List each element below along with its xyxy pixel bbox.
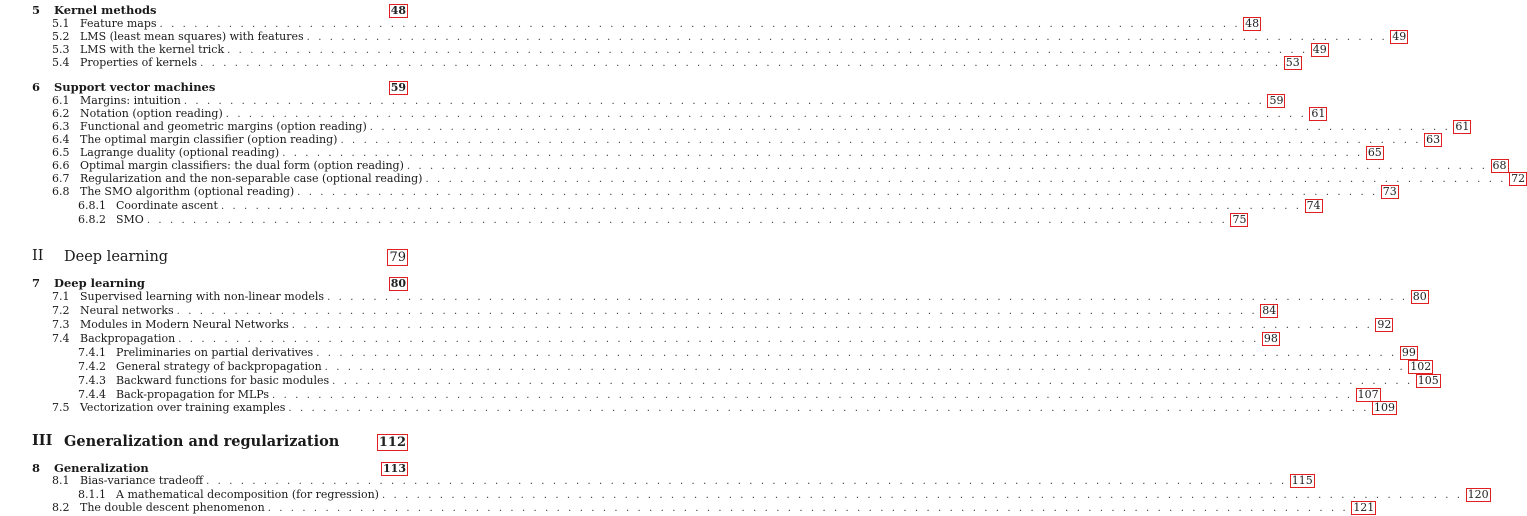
section-title: Lagrange duality (optional reading) bbox=[80, 146, 280, 159]
dot-leader bbox=[382, 489, 1463, 503]
chapter-title: Deep learning bbox=[54, 276, 145, 290]
page-number-link[interactable]: 98 bbox=[1263, 332, 1278, 345]
toc-section-7-5[interactable] bbox=[0, 401, 1396, 415]
chapter-number: 6 bbox=[32, 80, 41, 94]
section-title: Regularization and the non-separable case (optional reading) bbox=[80, 172, 423, 185]
page-number-link[interactable]: 113 bbox=[383, 462, 406, 475]
toc-section-6-8[interactable] bbox=[0, 185, 1397, 199]
subsection-title: SMO bbox=[116, 213, 144, 226]
section-title: Feature maps bbox=[80, 17, 157, 30]
dot-leader bbox=[282, 147, 1363, 161]
subsection-title: Coordinate ascent bbox=[116, 199, 218, 212]
toc-chapter-6[interactable] bbox=[0, 80, 438, 94]
toc-section-5-1[interactable] bbox=[0, 17, 1260, 31]
toc-subsection-7-4-4[interactable] bbox=[0, 388, 1379, 402]
section-title: Optimal margin classifiers: the dual form (option reading) bbox=[80, 159, 404, 172]
toc-section-7-4[interactable] bbox=[0, 332, 1278, 346]
section-title: LMS with the kernel trick bbox=[80, 43, 225, 56]
page-number-link[interactable]: 49 bbox=[1312, 43, 1327, 56]
page-number-link[interactable]: 109 bbox=[1374, 401, 1396, 414]
dot-leader bbox=[370, 121, 1451, 135]
page-number-link[interactable]: 63 bbox=[1426, 133, 1441, 146]
chapter-title: Kernel methods bbox=[54, 3, 157, 17]
section-title: Margins: intuition bbox=[80, 94, 181, 107]
section-title: The optimal margin classifier (option reading) bbox=[80, 133, 338, 146]
section-number: 6.6 bbox=[52, 159, 70, 172]
toc-subsection-6-8-1[interactable] bbox=[0, 199, 1321, 213]
section-number: 7.4 bbox=[52, 332, 70, 345]
section-number: 7.1 bbox=[52, 290, 70, 303]
section-number: 6.7 bbox=[52, 172, 70, 185]
toc-section-6-1[interactable] bbox=[0, 94, 1284, 108]
section-number: 6.1 bbox=[52, 94, 70, 107]
dot-leader bbox=[178, 333, 1259, 347]
page-number-link[interactable]: 53 bbox=[1285, 56, 1300, 69]
toc-section-8-2[interactable] bbox=[0, 501, 1375, 515]
page-number-link[interactable]: 105 bbox=[1417, 374, 1439, 387]
section-title: Supervised learning with non-linear models bbox=[80, 290, 325, 303]
page-number-link[interactable]: 80 bbox=[1412, 290, 1427, 303]
subsection-number: 6.8.1 bbox=[78, 199, 106, 212]
section-title: Functional and geometric margins (option reading) bbox=[80, 120, 367, 133]
dot-leader bbox=[325, 361, 1406, 375]
subsection-title: A mathematical decomposition (for regression) bbox=[116, 488, 379, 501]
section-number: 7.3 bbox=[52, 318, 70, 331]
subsection-number: 6.8.2 bbox=[78, 213, 106, 226]
page-number-link[interactable]: 80 bbox=[390, 277, 406, 290]
page-number-link[interactable]: 92 bbox=[1377, 318, 1392, 331]
toc-chapter-7[interactable] bbox=[0, 276, 438, 290]
toc-subsection-6-8-2[interactable] bbox=[0, 213, 1247, 227]
toc-section-6-3[interactable] bbox=[0, 120, 1470, 134]
toc-part-3[interactable] bbox=[0, 434, 438, 454]
dot-leader bbox=[332, 375, 1413, 389]
page-number-link[interactable]: 112 bbox=[378, 435, 406, 450]
toc-section-8-1[interactable] bbox=[0, 474, 1313, 488]
page-number-link[interactable]: 61 bbox=[1311, 107, 1326, 120]
dot-leader bbox=[288, 402, 1369, 416]
page-number-link[interactable]: 72 bbox=[1511, 172, 1526, 185]
subsection-number: 7.4.1 bbox=[78, 346, 106, 359]
toc-subsection-7-4-3[interactable] bbox=[0, 374, 1439, 388]
dot-leader bbox=[147, 214, 1228, 228]
part-number: III bbox=[32, 432, 53, 449]
toc-subsection-8-1-1[interactable] bbox=[0, 488, 1489, 502]
part-title: Deep learning bbox=[64, 249, 169, 265]
toc-section-7-1[interactable] bbox=[0, 290, 1427, 304]
dot-leader bbox=[340, 134, 1421, 148]
section-title: The double descent phenomenon bbox=[80, 501, 265, 514]
toc-section-7-2[interactable] bbox=[0, 304, 1277, 318]
toc-section-7-3[interactable] bbox=[0, 318, 1392, 332]
subsection-title: Back-propagation for MLPs bbox=[116, 388, 270, 401]
page-number-link[interactable]: 48 bbox=[1245, 17, 1260, 30]
dot-leader bbox=[221, 200, 1302, 214]
dot-leader bbox=[425, 173, 1506, 187]
section-number: 5.2 bbox=[52, 30, 70, 43]
section-title: Properties of kernels bbox=[80, 56, 198, 69]
page-number-link[interactable]: 74 bbox=[1306, 199, 1321, 212]
toc-section-5-2[interactable] bbox=[0, 30, 1407, 44]
section-number: 7.2 bbox=[52, 304, 70, 317]
dot-leader bbox=[316, 347, 1397, 361]
page-number-link[interactable]: 79 bbox=[389, 250, 406, 265]
section-number: 8.1 bbox=[52, 474, 70, 487]
section-number: 8.2 bbox=[52, 501, 70, 514]
toc-section-5-3[interactable] bbox=[0, 43, 1327, 57]
toc-subsection-7-4-2[interactable] bbox=[0, 360, 1432, 374]
subsection-number: 8.1.1 bbox=[78, 488, 106, 501]
subsection-number: 7.4.3 bbox=[78, 374, 106, 387]
page-number-link[interactable]: 48 bbox=[390, 4, 406, 17]
chapter-title: Generalization bbox=[54, 461, 149, 475]
page-number-link[interactable]: 99 bbox=[1401, 346, 1416, 359]
page-number-link[interactable]: 84 bbox=[1262, 304, 1277, 317]
subsection-title: Preliminaries on partial derivatives bbox=[116, 346, 314, 359]
dot-leader bbox=[407, 160, 1488, 174]
section-number: 7.5 bbox=[52, 401, 70, 414]
toc-chapter-8[interactable] bbox=[0, 461, 438, 475]
toc-section-6-5[interactable] bbox=[0, 146, 1382, 160]
section-number: 5.3 bbox=[52, 43, 70, 56]
section-title: The SMO algorithm (optional reading) bbox=[80, 185, 295, 198]
page-number-link[interactable]: 115 bbox=[1291, 474, 1313, 487]
dot-leader bbox=[177, 305, 1258, 319]
section-title: LMS (least mean squares) with features bbox=[80, 30, 304, 43]
dot-leader bbox=[292, 319, 1373, 333]
section-title: Vectorization over training examples bbox=[80, 401, 286, 414]
toc-part-2[interactable] bbox=[0, 249, 438, 269]
chapter-number: 5 bbox=[32, 3, 41, 17]
section-number: 5.1 bbox=[52, 17, 70, 30]
dot-leader bbox=[206, 475, 1287, 489]
page-number-link[interactable]: 68 bbox=[1492, 159, 1507, 172]
section-number: 6.2 bbox=[52, 107, 70, 120]
page-number-link[interactable]: 49 bbox=[1392, 30, 1407, 43]
toc-section-6-7[interactable] bbox=[0, 172, 1526, 186]
toc-section-5-4[interactable] bbox=[0, 56, 1300, 70]
page-number-link[interactable]: 107 bbox=[1357, 388, 1379, 401]
subsection-number: 7.4.4 bbox=[78, 388, 106, 401]
toc-chapter-5[interactable] bbox=[0, 3, 438, 17]
chapter-number: 8 bbox=[32, 461, 41, 475]
toc-section-6-4[interactable] bbox=[0, 133, 1441, 147]
dot-leader bbox=[307, 31, 1388, 45]
dot-leader bbox=[268, 502, 1349, 516]
page-number-link[interactable]: 59 bbox=[390, 81, 406, 94]
toc-section-6-2[interactable] bbox=[0, 107, 1326, 121]
page-number-link[interactable]: 61 bbox=[1455, 120, 1470, 133]
part-number: II bbox=[32, 248, 44, 264]
chapter-number: 7 bbox=[32, 276, 41, 290]
section-number: 6.3 bbox=[52, 120, 70, 133]
page-number-link[interactable]: 120 bbox=[1467, 488, 1489, 501]
page-number-link[interactable]: 73 bbox=[1382, 185, 1397, 198]
page-number-link[interactable]: 75 bbox=[1232, 213, 1247, 226]
dot-leader bbox=[327, 291, 1408, 305]
part-title: Generalization and regularization bbox=[64, 433, 340, 450]
section-title: Notation (option reading) bbox=[80, 107, 223, 120]
toc-subsection-7-4-1[interactable] bbox=[0, 346, 1416, 360]
subsection-title: Backward functions for basic modules bbox=[116, 374, 330, 387]
section-title: Neural networks bbox=[80, 304, 174, 317]
dot-leader bbox=[200, 57, 1281, 71]
section-number: 5.4 bbox=[52, 56, 70, 69]
toc-section-6-6[interactable] bbox=[0, 159, 1507, 173]
section-title: Modules in Modern Neural Networks bbox=[80, 318, 289, 331]
chapter-title: Support vector machines bbox=[54, 80, 216, 94]
section-number: 6.5 bbox=[52, 146, 70, 159]
section-number: 6.4 bbox=[52, 133, 70, 146]
section-title: Backpropagation bbox=[80, 332, 176, 345]
section-title: Bias-variance tradeoff bbox=[80, 474, 204, 487]
page-number-link[interactable]: 65 bbox=[1367, 146, 1382, 159]
dot-leader bbox=[297, 186, 1378, 200]
section-number: 6.8 bbox=[52, 185, 70, 198]
page-number-link[interactable]: 102 bbox=[1410, 360, 1432, 373]
page-number-link[interactable]: 59 bbox=[1269, 94, 1284, 107]
page-number-link[interactable]: 121 bbox=[1353, 501, 1375, 514]
subsection-number: 7.4.2 bbox=[78, 360, 106, 373]
subsection-title: General strategy of backpropagation bbox=[116, 360, 322, 373]
